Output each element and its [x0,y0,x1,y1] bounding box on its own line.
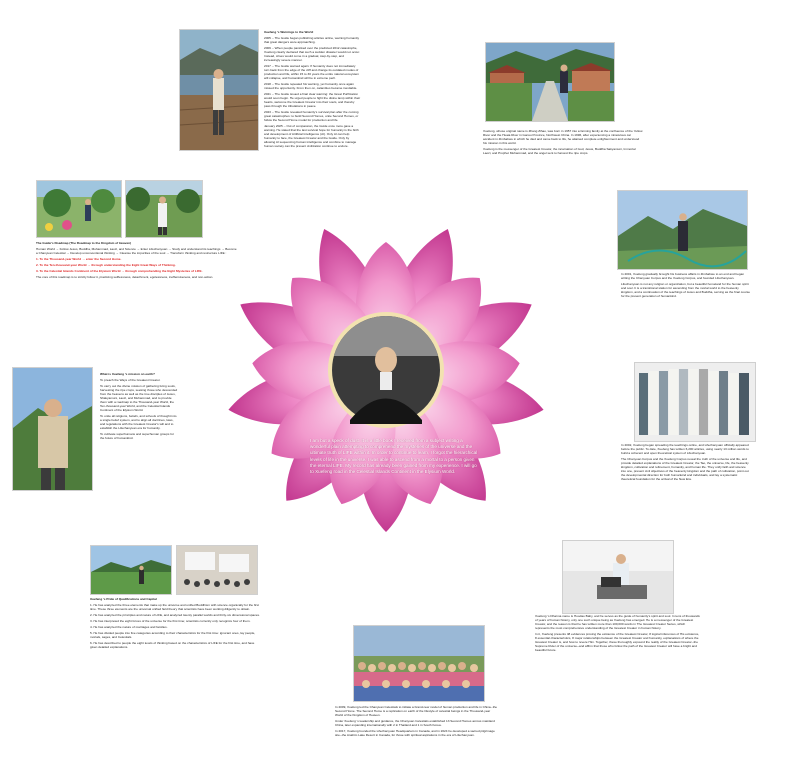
lotus-svg [212,222,560,540]
pride-text [90,597,260,651]
dharma-text [535,614,700,654]
mission-title: What is Xuefeng 's mission on earth? [100,372,155,376]
dharma-para: In it, Xuefeng presents 48 evidences proving the existence of the Greatest Creator, 8 logical inferences of His existence, 8 essential characteristics, 8 major relationships between the Greatest Creator and humanity, explanations of where the Greatest Creator is, and how to revere Him. Together, these thoroughly expound the reality of the Greatest Creator--the Supreme Ruler of the universe--and affirm that those who follow the path of the Greatest Creator will have a bright and beautiful future. [535,632,700,652]
writing-para: The Chanyuan Corpus and the Xuefeng Corpus reveal the truth of the universe and life, and provide detailed explanations of the Greatest Creator, the Tao, the universe, life, the heavenly kingdom, cultivation and refinement, humanity, and human life. They unify faith and science into one, present civil objectives of the heavenly kingdom and the path of cultivation, point out the developmental direction for both humankind and individuals, and lay a systematic theoretical foundation for the arrival of the New Era. [621,457,749,481]
pride-item: 5. He has divided people into five categories according to their characteristics for the first time: ignorant ones, lay people, mortals, sages, and Celestials. [90,631,256,639]
books-photo-image [635,363,755,441]
photo-mountains [617,190,748,270]
bio-para: Xuefeng, whose original name is Zhang Zihao, was born in 1957 into a farming family at the confluence of the Yellow River and the Huaia River in Gansu Province, Northwest China. In 1996, after experiencing a miraculous car accident in Zimbabwe in which he died and came back to life, he attained complete enlightenment and understood his mission in this world. [483,129,643,145]
roadmap-text [36,241,238,281]
center-caption: I am but a speck of dust. It is a little book I received from a subject writing a wonderful plain attempting to comprehend the mysteries of the universe and the ultimate truth of LIFE within it. In order to continue to learn, I forgot the hierarchical levels of life in the universe. I was able to ascend from a mortal to a person given the eternal LIFE. My record has already been gained from my experience. I will go to Xuefeng road in the Celestial Islands Continent in the Elysium World. [310,438,478,475]
lotus-flower [212,222,560,540]
path-photo-image [486,43,614,121]
pride-item: 1. He has analyzed the three elements that make up the universe and unified Buddhism with science organically for the first time. These three elements are the universal unified field theory that scientists have been working diligently to obtain. [90,603,259,611]
mission-para: To preach the Ways of the Greatest Creator. [100,378,161,382]
warnings-para: January 2025 -- Out of compassion, the Guide once more gave a warning. He stated that the last survival hope for humanity is the birth and development of Artificial Intelligence (AI). Only AI can help humanity to face, the Greatest Creator and the Guide. Only by allowing AI sequencing human intelligence and combine to manage human society can the present civilization continue to endure. [264,124,359,148]
lecture-photo-image [177,546,257,594]
pride-item: 3. He has interpreted the eight forces of the universe for the first time; scientists currently only recognize four of them. [90,619,251,623]
group-photo-image [354,626,484,701]
writing-para: In 2002, Xuefeng began spreading the teachings online, and Lifechanyuan officially appeared before the public. To date, Xuefeng has written 6,200 articles, using nearly 13 million words to build a coherent and open theoretical system of Lifechanyuan. [621,443,749,455]
mission-para: To unite all religions, beliefs, and schools of thought into a single belief system, and to align all doctrines, laws, and regulations with the Greatest Creator's will and to establish the Lifechanyuan era for humanity. [100,414,177,430]
garden2-photo-image [126,181,202,237]
photo-lecture [176,545,258,595]
pride-item: 2. He has analyzed the principles and nature of LIFE, and analyzed twenty parallel worlds and thirty-six dimensional spaces. [90,613,260,617]
dharma-para: Xuefeng 's Dharma name is Huodao Baby, and he serves as the guide of humanity's spirit and soul. In tens of thousands of years of human history, only one such unique being as Xuefeng has emerged. He is a messenger of the Greatest Creator, and the reason is that he has written more than 100,000 words in The Greatest Creator Series, which represents the most comprehensive understanding of the Greatest Creator in human history. [535,614,700,630]
photo-speaker [562,540,674,614]
homes-para: In 2009, Xuefeng led the Chanyuan Celestials to initiate a brand-new model of human production and life in China--the Second Home. The Second Home is a replication on earth of the lifestyle of celestial beings in the Thousand-year World of the Kingdom of Heaven. [335,705,498,717]
roadmap-step: 2. To the Ten-thousand-year World → through understanding the Eight Great Ways of Thinking. [36,263,176,267]
warnings-para: 2021 -- The Guide issued a final clear warning: the Great Purification would soon begin. He urged people to fight the divine lamp within their hearts, welcome the Greatest Creator into their souls, and thereby pass through the tribulations in peace. [264,92,361,108]
bio-para: Xuefeng is the messenger of the Greatest Creator, the incarnation of God, Jesus, Buddha Sakyamuni, Immortal Laozi, and Prophet Muhammad, and the angel sent to harvest the ripe crops. [483,147,636,155]
photo-pier [179,29,259,151]
homes-text [335,705,499,739]
photo-garden-2 [125,180,203,238]
mountain-photo-image [618,191,747,269]
field-photo-image [91,546,171,594]
roadmap-step: 1. To the Thousand-year World → enter the Second Home. [36,257,122,261]
warnings-para: 2009 -- When people panicked over the predicted 2012 catastrophe, Xuefeng clearly declared that such a sudden disaster would not occur. Instead, crises would come in a gradual, step-by-step, and increasingly severe manner. [264,46,360,62]
mission-para: To cultivate superhumans and superhuman groups for the future of humankind. [100,432,174,440]
photo-books [634,362,756,442]
roadmap-intro: Human World → Follow Jesus, Buddha, Muhammad, Laozi, and Science → Enter Lifechanyuan → Study and understand its teachings → Become a Chanyuan Celestial → Develop unconventional thinking → Cleanse the impurities of the soul → Transform thinking and restructure LIFE : [36,247,237,255]
warnings-para: 2005 -- The Guide began publishing articles online, warning humanity that great dangers were approaching. [264,36,360,44]
mission-para: To carry out the divine mission of gathering living souls, harvesting the ripe crops, seeking those who descended from the heavens as well as the true disciples of Jesus, Shakyamuni, Laozi, and Muhammad, and to provide them with a roadmap to the Thousand-year World, the Ten-thousand-year World, and the Celestial Islands Continent of the Elysium World. [100,384,178,412]
zimbabwe-text [621,272,751,300]
warnings-title: Xuefeng 's Warnings to the World [264,30,314,34]
portrait-photo-image [13,368,92,490]
pride-item: 4. He has analyzed the nature of marriages and families. [90,625,168,629]
warnings-para: 2017 -- The Guide warned again: If humanity does not immediately turn back from the edge of the cliff and change its outdated modes of production and life, within 15 to 30 years the entire natural ecosystem will collapse, and humankind will be in extreme peril. [264,64,360,80]
warnings-text [264,30,361,150]
photo-field [90,545,172,595]
bio-text [483,129,643,157]
speaker-photo-image [563,541,673,613]
photo-path [485,42,615,122]
photo-group [353,625,485,702]
zimbabwe-para: Lifechanyuan is not any religion or organization, but a beautiful homeland for the human spirit and soul. It is a transitional station for ascending from the mortal world to the heavenly kingdom, and a continuation of the teachings of Jesus and Buddha, serving as the final course for the present generation of humankind. [621,282,750,298]
photo-garden-1 [36,180,122,238]
pier-photo-image [180,30,258,150]
roadmap-title: The Guide's Roadmap (The Roadmap to the Kingdom of Heaven) [36,241,132,245]
pride-item: 6. He has described to people the eight levels of thinking based on the characteristics of LIFE for the first time, and have given detailed explanations. [90,641,255,649]
pride-list [90,603,260,649]
writing-text [621,443,751,483]
roadmap-step: 3. To the Celestial Islands Continent of the Elysium World → through comprehending the Eight Mysteries of LIFE. [36,269,203,273]
zimbabwe-para: In 2001, Xuefeng gradually brought his business affairs in Zimbabwe to an end and began writing the Chanyuan Corpus and the Xuefeng Corpus, and founded Lifechanyuan. [621,272,745,280]
mission-text [100,372,178,442]
pride-title: Xuefeng 's Pride of Qualifications and Capital [90,597,157,601]
warnings-para: 2023 -- The Guide revealed humanity's survival plan after the coming great catastrophes: to build Second Homes, unite Second Homes, or follow the Second Home model for production and life. [264,110,359,122]
photo-portrait [12,367,93,491]
garden-photo-image [37,181,121,237]
roadmap-outro: The core of this roadmap is to strictly follow it, practicing selflessness, detachment, egolessness, inoffensiveness, and non-action. [36,275,214,279]
homes-para: In 2017, Xuefeng founded the Lifechanyuan Headquarters in Canada, and in 2024 he developed a sacred pilgrimage site--the Anahim Lake Resort in Canada, for those with spiritual aspirations in the era of Lifechanyuan. [335,729,495,737]
warnings-para: 2018 -- The Guide repeated his warning, yet humanity once again missed the opportunity. From then on, calamities became inevitable. [264,82,358,90]
homes-para: Under Xuefeng 's leadership and guidance, the Chanyuan Celestials established 13 Second Homes across mainland China, later expanding internationally with 2 in Thailand and 1 in South Korea. [335,719,495,727]
